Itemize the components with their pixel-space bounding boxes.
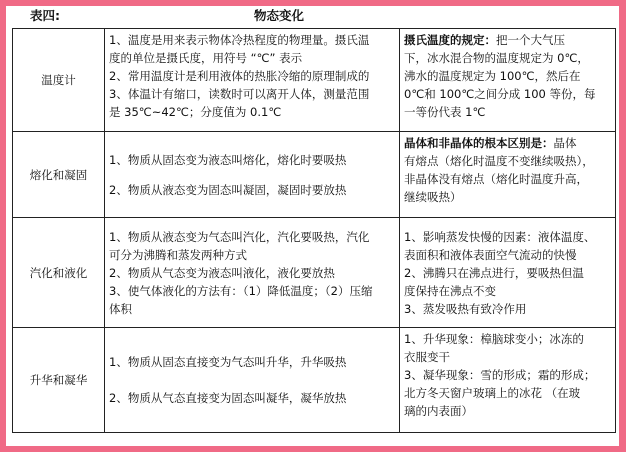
row-name: 熔化和凝固	[13, 132, 105, 218]
text-line: 沸水的温度规定为 100℃，然后在	[404, 69, 581, 83]
text-line: 1、影响蒸发快慢的因素：液体温度、	[404, 229, 596, 244]
text-line: 北方冬天窗户玻璃上的冰花 （在玻	[404, 386, 581, 400]
table-title: 物态变化	[254, 8, 305, 23]
text-line: 表面积和液体表面空气流动的快慢	[404, 247, 577, 262]
text-line: 下，冰水混合物的温度规定为 0℃，	[404, 51, 589, 65]
text-line: 度的单位是摄氏度，用符号 “℃” 表示	[109, 51, 303, 65]
text-line: 1、升华现象：樟脑球变小；冰冻的	[404, 332, 584, 346]
right-cell	[400, 328, 616, 433]
text-line: 1、温度是用来表示物体冷热程度的物理量。摄氏温	[109, 33, 370, 47]
table-row	[13, 132, 616, 218]
text-line: 璃的内表面）	[404, 404, 473, 418]
text-line: 一等份代表 1℃	[404, 105, 486, 119]
text-line: 1、物质从固态变为液态叫熔化，熔化时要吸热	[109, 152, 347, 167]
text-line: 是 35℃~42℃；分度值为 0.1℃	[109, 105, 282, 119]
text-span: 晶体	[553, 136, 577, 150]
table-caption	[6, 6, 619, 26]
text-line: 1、物质从固态直接变为气态叫升华，升华吸热	[109, 355, 347, 369]
table-row	[13, 218, 616, 328]
text-line: 3、凝华现象：雪的形成；霜的形成；	[404, 368, 596, 382]
right-cell	[400, 29, 616, 132]
row-name: 升华和凝华	[13, 328, 105, 433]
middle-cell	[105, 29, 400, 132]
text-line: 3、使气体液化的方法有：（1）降低温度；（2）压缩	[109, 283, 373, 298]
text-line: 体积	[109, 301, 132, 316]
text-line: 度保持在沸点不变	[404, 283, 496, 298]
text-line: 2、常用温度计是利用液体的热胀冷缩的原理制成的	[109, 69, 370, 83]
bold-label: 摄氏温度的规定：	[404, 33, 496, 47]
text-line: 2、沸腾只在沸点进行，要吸热但温	[404, 265, 584, 280]
bold-label: 晶体和非晶体的根本区别是：	[404, 136, 554, 150]
text-line	[404, 31, 611, 49]
middle-cell	[105, 218, 400, 328]
table-row	[13, 328, 616, 433]
right-cell	[400, 218, 616, 328]
text-line: 1、物质从液态变为气态叫汽化，汽化要吸热，汽化	[109, 229, 370, 244]
row-name: 温度计	[13, 29, 105, 132]
text-line: 可分为沸腾和蒸发两种方式	[109, 247, 247, 262]
right-cell	[400, 132, 616, 218]
text-line: 有熔点（熔化时温度不变继续吸热），	[404, 154, 594, 168]
row-name: 汽化和液化	[13, 218, 105, 328]
table-number: 表四:	[30, 8, 60, 23]
text-line: 0℃和 100℃之间分成 100 等份，每	[404, 87, 596, 101]
table-row	[13, 29, 616, 132]
physics-table	[12, 28, 616, 433]
text-line: 2、物质从气态直接变为固态叫凝华，凝华放热	[109, 391, 347, 405]
text-line	[404, 134, 611, 152]
text-line: 2、物质从气态变为液态叫液化，液化要放热	[109, 265, 335, 280]
text-line: 继续吸热）	[404, 190, 462, 204]
text-line: 3、体温计有缩口，读数时可以离开人体，测量范围	[109, 87, 370, 101]
middle-cell	[105, 132, 400, 218]
text-line: 衣服变干	[404, 350, 450, 364]
document-sheet	[6, 6, 619, 446]
middle-cell	[105, 328, 400, 433]
text-line: 2、物质从液态变为固态叫凝固，凝固时要放热	[109, 182, 347, 197]
text-line: 3、蒸发吸热有致冷作用	[404, 301, 527, 316]
text-span: 把一个大气压	[496, 33, 565, 47]
text-line: 非晶体没有熔点（熔化时温度升高，	[404, 172, 588, 186]
